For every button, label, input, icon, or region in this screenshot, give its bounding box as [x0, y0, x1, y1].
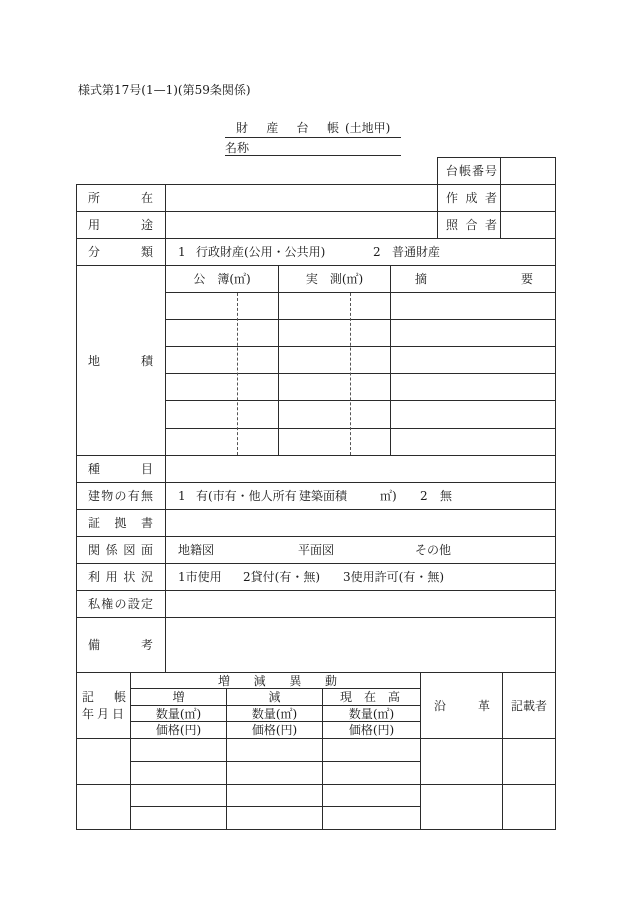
- label-char: 物: [101, 489, 114, 503]
- prepared-by-label-cell: [437, 184, 501, 212]
- area-remarks-cell: [390, 428, 556, 456]
- recorder-cell: [502, 784, 556, 830]
- decrease-price-cell: [226, 761, 323, 785]
- label-char: 革: [477, 698, 490, 713]
- area-remarks-cell: [390, 373, 556, 401]
- price-header: 価格(円): [348, 723, 395, 737]
- private-rights-value-cell: [165, 590, 556, 618]
- current-quantity-cell: [322, 784, 421, 807]
- label-char: 者: [484, 218, 497, 232]
- label-char: 備: [88, 638, 101, 652]
- label-char: 係: [105, 543, 118, 557]
- label-char: 況: [140, 570, 153, 584]
- building-label: [88, 483, 153, 509]
- recorder-header-cell: [502, 672, 556, 739]
- notes-label: [88, 618, 153, 672]
- area-survey-cell: [278, 346, 391, 374]
- location-label: [88, 185, 153, 211]
- label-char: 者: [484, 191, 497, 205]
- label-char: 要: [520, 272, 533, 286]
- use-status-option-lease: 2貸付(有・無): [243, 570, 320, 584]
- classification-option-1-text: 行政財産(公用・公共用): [196, 245, 326, 259]
- area-registry-cell: [165, 400, 279, 429]
- label-char: 番: [471, 164, 484, 178]
- label-char: 目: [140, 462, 153, 476]
- quantity-header: 数量(㎡): [155, 706, 202, 721]
- label-char: 照: [446, 218, 459, 232]
- evidence-value-cell: [165, 509, 556, 537]
- label-char: 異: [289, 673, 302, 688]
- use-status-option-city-use: 1市使用: [178, 570, 222, 584]
- area-registry-cell: [165, 428, 279, 456]
- label-char: 高: [387, 690, 400, 704]
- notes-value-cell: [165, 617, 556, 673]
- label-char: 産: [266, 121, 279, 135]
- increase-price-header-cell: [130, 721, 227, 739]
- label-char: 設: [127, 597, 140, 611]
- label-char: 途: [140, 218, 153, 232]
- label-char: 定: [140, 597, 153, 611]
- location-label-cell: [76, 184, 166, 212]
- label-char: 増: [218, 673, 231, 688]
- label-char: 台: [296, 121, 309, 135]
- area-registry-cell: [165, 373, 279, 401]
- current-header-cell: [322, 688, 421, 706]
- current-quantity-cell: [322, 738, 421, 762]
- increase-header-cell: [130, 688, 227, 706]
- prepared-by-value-cell: [500, 184, 556, 212]
- title-underline: [225, 137, 401, 138]
- increase-quantity-header-cell: [130, 705, 227, 722]
- name-label: 名称: [225, 141, 250, 155]
- current-quantity-header-cell: [322, 705, 421, 722]
- decrease-price-header-cell: [226, 721, 323, 739]
- area-label: [88, 266, 153, 455]
- label-char: 年: [82, 707, 95, 721]
- classification-label-cell: [76, 238, 166, 266]
- label-char: 帳: [326, 121, 339, 135]
- history-header: [434, 673, 490, 738]
- ledger-number-label: [446, 158, 497, 184]
- use-status-value-cell: [165, 563, 556, 591]
- area-remarks-cell: [390, 292, 556, 320]
- increase-quantity-cell: [130, 738, 227, 762]
- entry-date-header-cell: [76, 672, 131, 739]
- prepared-by-label: [446, 185, 497, 211]
- area-remarks-cell: [390, 319, 556, 347]
- drawings-label: [88, 537, 153, 563]
- label-char: 考: [140, 638, 153, 652]
- label-char: 合: [465, 218, 478, 232]
- building-floor-area-unit: ㎡): [380, 489, 397, 503]
- area-remarks-cell: [390, 346, 556, 374]
- usage-label: [88, 212, 153, 238]
- label-char: 用: [88, 218, 101, 232]
- checked-by-label: [446, 212, 497, 238]
- location-value-cell: [165, 184, 438, 212]
- label-char: 号: [484, 164, 497, 178]
- drawings-option-cadastral: 地籍図: [178, 543, 215, 557]
- area-remarks-cell: [390, 400, 556, 429]
- label-char: 無: [140, 489, 153, 503]
- label-char: 記: [82, 690, 95, 704]
- change-header-cell: [130, 672, 421, 689]
- area-registry-header-cell: [165, 265, 279, 293]
- label-char: 在: [363, 690, 376, 704]
- ledger-number-value-cell: [500, 157, 556, 185]
- history-header-cell: [420, 672, 503, 739]
- building-value-cell: [165, 482, 556, 510]
- quantity-header: 数量(㎡): [251, 706, 298, 721]
- increase-header: 増: [172, 690, 185, 704]
- drawings-option-other: その他: [415, 543, 452, 557]
- area-survey-cell: [278, 400, 391, 429]
- label-char: 日: [111, 707, 124, 721]
- label-char: 用: [105, 570, 118, 584]
- name-underline: [225, 155, 401, 156]
- area-remarks-header: [415, 266, 533, 292]
- label-char: 図: [123, 543, 136, 557]
- label-char: 帳: [113, 690, 126, 704]
- label-char: 拠: [114, 516, 127, 530]
- classification-option-2-number: 2: [373, 245, 381, 259]
- history-cell: [420, 784, 503, 830]
- label-char: 成: [465, 191, 478, 205]
- area-survey-cell: [278, 319, 391, 347]
- drawings-value-cell: [165, 536, 556, 564]
- label-char: 私: [88, 597, 101, 611]
- entry-date-header-line2: [82, 707, 124, 721]
- building-no-number: 2: [420, 489, 428, 503]
- drawings-label-cell: [76, 536, 166, 564]
- building-label-cell: [76, 482, 166, 510]
- use-status-label: [88, 564, 153, 590]
- price-header: 価格(円): [155, 723, 202, 737]
- checked-by-value-cell: [500, 211, 556, 239]
- decrease-header-cell: [226, 688, 323, 706]
- label-char: 類: [140, 245, 153, 259]
- label-char: 種: [88, 462, 101, 476]
- area-survey-header-cell: [278, 265, 391, 293]
- increase-price-cell: [130, 761, 227, 785]
- use-status-option-permit: 3使用許可(有・無): [343, 570, 444, 584]
- label-char: の: [114, 489, 127, 503]
- building-floor-area-label: 建築面積: [299, 489, 348, 503]
- form-number: 様式第17号(1—1)(第59条関係): [78, 83, 251, 97]
- label-char: 台: [446, 164, 459, 178]
- building-no-text: 無: [440, 489, 453, 503]
- notes-label-cell: [76, 617, 166, 673]
- area-registry-cell: [165, 292, 279, 320]
- form-title-suffix: (土地甲): [345, 121, 391, 135]
- label-char: 地: [88, 353, 101, 368]
- label-char: 減: [253, 673, 266, 688]
- form-title-main: [236, 121, 339, 135]
- current-price-cell: [322, 806, 421, 830]
- area-survey-cell: [278, 373, 391, 401]
- label-char: 現: [340, 690, 353, 704]
- quantity-header: 数量(㎡): [348, 706, 395, 721]
- decrease-quantity-cell: [226, 738, 323, 762]
- label-char: 建: [88, 489, 101, 503]
- current-price-header-cell: [322, 721, 421, 739]
- entry-date-header-line1: [82, 690, 126, 704]
- evidence-label-cell: [76, 509, 166, 537]
- label-char: 面: [140, 543, 153, 557]
- drawings-option-plan: 平面図: [298, 543, 335, 557]
- label-char: 状: [123, 570, 136, 584]
- survey-decimal-divider: [350, 293, 351, 455]
- category-label-cell: [76, 455, 166, 483]
- label-char: 摘: [415, 272, 428, 286]
- label-char: 月: [96, 707, 109, 721]
- label-char: 関: [88, 543, 101, 557]
- private-rights-label-cell: [76, 590, 166, 618]
- label-char: 在: [140, 191, 153, 205]
- increase-price-cell: [130, 806, 227, 830]
- registry-decimal-divider: [237, 293, 238, 455]
- label-char: 証: [88, 516, 101, 530]
- price-header: 価格(円): [251, 723, 298, 737]
- area-survey-cell: [278, 292, 391, 320]
- label-char: 帳: [458, 164, 471, 178]
- label-char: 利: [88, 570, 101, 584]
- label-char: 所: [88, 191, 101, 205]
- area-remarks-header-cell: [390, 265, 556, 293]
- increase-quantity-cell: [130, 784, 227, 807]
- decrease-header: 減: [268, 690, 281, 704]
- entry-date-cell: [76, 784, 131, 830]
- category-value-cell: [165, 455, 556, 483]
- category-label: [88, 456, 153, 482]
- decrease-price-cell: [226, 806, 323, 830]
- entry-date-cell: [76, 738, 131, 785]
- area-registry-header: 公 簿(㎡): [193, 272, 251, 286]
- evidence-label: [88, 510, 153, 536]
- private-rights-label: [88, 591, 153, 617]
- label-char: 沿: [434, 698, 447, 713]
- classification-label: [88, 239, 153, 265]
- classification-option-2-text: 普通財産: [392, 245, 441, 259]
- decrease-quantity-cell: [226, 784, 323, 807]
- label-char: 動: [324, 673, 337, 688]
- area-survey-cell: [278, 428, 391, 456]
- classification-option-1-number: 1: [178, 245, 186, 259]
- area-survey-header: 実 測(㎡): [305, 272, 364, 286]
- recorder-cell: [502, 738, 556, 785]
- current-price-cell: [322, 761, 421, 785]
- label-char: 権: [101, 597, 114, 611]
- label-char: の: [114, 597, 127, 611]
- building-yes-number: 1: [178, 489, 186, 503]
- checked-by-label-cell: [437, 211, 501, 239]
- label-char: 分: [88, 245, 101, 259]
- building-yes-text: 有(市有・他人所有: [196, 489, 297, 503]
- label-char: 積: [140, 353, 153, 368]
- label-char: 書: [140, 516, 153, 530]
- recorder-header: 記載者: [510, 698, 547, 713]
- decrease-quantity-header-cell: [226, 705, 323, 722]
- area-registry-cell: [165, 346, 279, 374]
- ledger-number-label-cell: [437, 157, 501, 185]
- label-char: 有: [127, 489, 140, 503]
- use-status-label-cell: [76, 563, 166, 591]
- label-char: 作: [446, 191, 459, 205]
- area-registry-cell: [165, 319, 279, 347]
- area-label-cell: [76, 265, 166, 456]
- current-header: [340, 689, 400, 705]
- usage-label-cell: [76, 211, 166, 239]
- classification-value-cell: [165, 238, 556, 266]
- change-header: [218, 673, 337, 688]
- label-char: 財: [236, 121, 249, 135]
- usage-value-cell: [165, 211, 438, 239]
- history-cell: [420, 738, 503, 785]
